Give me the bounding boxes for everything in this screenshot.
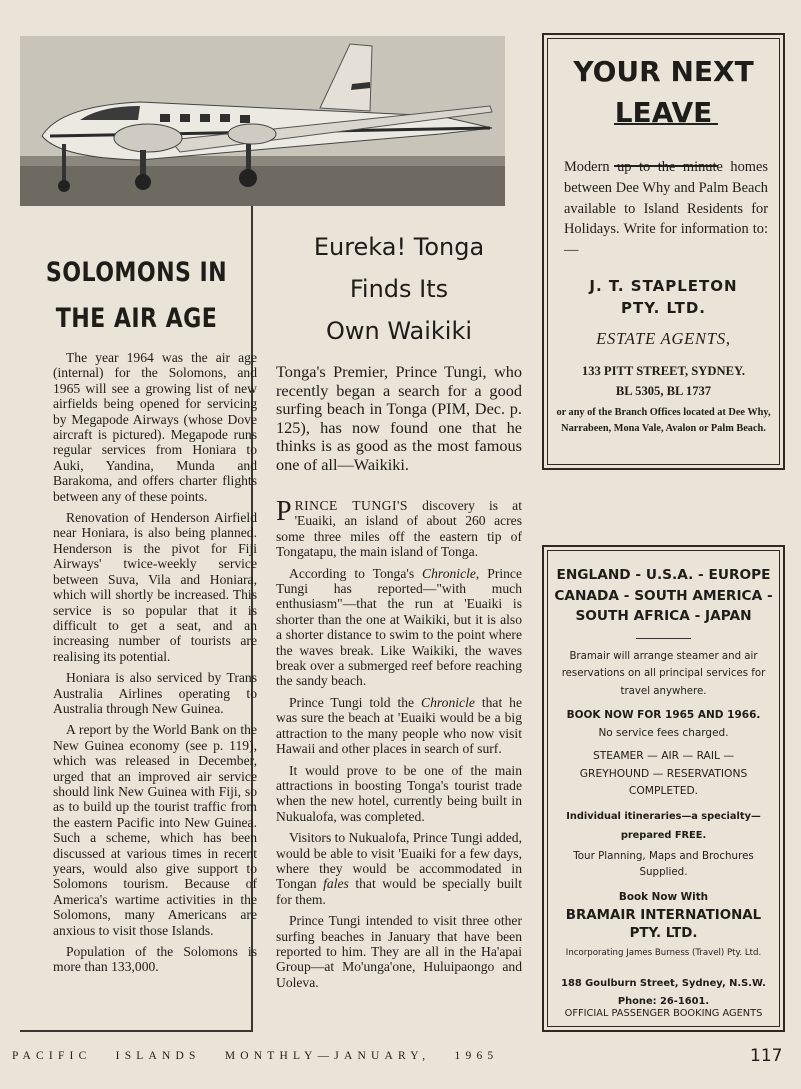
company-line: PTY. LTD. [621, 299, 706, 317]
paragraph: It would prove to be one of the main attractions in boosting Tonga's tourist trade when the new hotel, currently being built in Nukualofa, was completed. [276, 762, 522, 824]
paragraph-text: According to Tonga's [289, 565, 423, 581]
company-line: J. T. STAPLETON [589, 277, 738, 295]
paragraph: Renovation of Henderson Airfield near Honiara, is also being planned. Henderson is the pivot for Fiji Airways' twice-weekly service between Suva, Vila and Honiara, which will shortly be increased. This service is so popular that it is difficult to get a seat, and an increasing number of tourists are realising its potential. [53, 510, 257, 664]
italic-term: fales [323, 876, 349, 892]
paragraph-text: Visitors to Nukualofa, Prince Tungi added, would be able to visit 'Euaiki for a few days, where they would be accommodated in Tongan [276, 830, 522, 892]
solomons-body [53, 350, 257, 981]
headline-line: SOLOMONS IN [45, 257, 228, 288]
paragraph [276, 695, 522, 757]
travel-modes [552, 747, 775, 800]
lead-in-caps: RINCE TUNGI'S [294, 498, 408, 513]
address [544, 361, 783, 401]
incorporating-note [552, 948, 775, 958]
solomons-headline [41, 250, 232, 342]
paragraph: A report by the World Bank on the New Guinea economy (see p. 119), which was released in December, urged that an improved air service should link New Guinea with Fiji, so as to build up the tourist traffic from the eastern Pacific into New Guinea. Such a scheme, which has been discussed at various times in recent years, would also give support to Solomons tourism. Because of America's wartime activities in the Solomons, many Americans are anxious to visit those Islands. [53, 722, 257, 938]
page-number: 117 [750, 1046, 783, 1066]
company-name [544, 275, 783, 319]
street-address: 188 Goulburn Street, Sydney, N.S.W. [561, 978, 766, 989]
headline-line: THE AIR AGE [55, 303, 218, 334]
address [544, 975, 783, 1010]
ad-body: Bramair will arrange steamer and air reservations on all principal services for travel anywhere. [561, 651, 766, 697]
drop-cap: P [276, 496, 292, 527]
paragraph-text: discovery is at 'Euaiki, an island of about 260 acres some three miles off the eastern tip of Tongatapu, the main island of Tonga. [276, 498, 522, 560]
ad-headline [544, 565, 783, 627]
destinations-line: ENGLAND - U.S.A. - EUROPE [556, 567, 771, 583]
destinations-line: SOUTH AFRICA - JAPAN [575, 608, 752, 624]
company-line: BRAMAIR INTERNATIONAL [565, 908, 762, 923]
incorporating-company: James Burness (Travel) Pty. Ltd. [626, 948, 762, 958]
tonga-body [276, 498, 522, 996]
booking-notice [552, 707, 775, 742]
tour-planning: Tour Planning, Maps and Brochures Supplied. [573, 850, 754, 878]
destinations-line: CANADA - SOUTH AMERICA - [554, 587, 773, 604]
bramair-advertisement [542, 545, 785, 1032]
paragraph: Honiara is also serviced by Trans Australia Airlines operating to Australia through New Guinea. [53, 670, 257, 716]
fees-line: No service fees charged. [598, 726, 729, 739]
aircraft-photo [20, 36, 505, 206]
paragraph-text: that he was sure the beach at 'Euaiki would be a big attraction to the many people who now visit Hawaii and other places in search of surf. [276, 694, 522, 757]
ad-headline: LEAVE [614, 96, 713, 129]
company-line: PTY. LTD. [629, 926, 698, 941]
ad-headline: YOUR NEXT [573, 55, 754, 88]
itin-line: prepared FREE. [620, 830, 707, 841]
phone-number: Phone: 26-1601. [617, 995, 710, 1007]
stapleton-advertisement [542, 33, 785, 470]
paragraph [276, 830, 522, 907]
street-address: 133 PITT STREET, SYDNEY. [581, 364, 746, 378]
book-now-with: Book Now With [618, 891, 709, 903]
modes-line: GREYHOUND — RESERVATIONS [579, 766, 748, 780]
official-agents: OFFICIAL PASSENGER BOOKING AGENTS [564, 1008, 763, 1019]
business-type: ESTATE AGENTS, [596, 329, 731, 348]
modes-line: STEAMER — AIR — RAIL — [592, 749, 735, 762]
modes-line: COMPLETED. [628, 784, 699, 797]
paragraph-text: , Prince Tungi has reported—"with much enthusiasm"—that the run at 'Euaiki is shorter than the one at Waikiki, but it is also a shorter distance to swim to the point where the waves break. Like Waikiki, the waves break over a submerged reef before reaching the sandy beach. [276, 565, 522, 689]
paragraph-text: that would be specially built for them. [276, 876, 522, 907]
headline-line: Own Waikiki [325, 317, 473, 345]
paragraph: Prince Tungi intended to visit three other surfing beaches in January that have been reported to him. They are all in the Ha'apai Group—at Mo'unga'one, Huluipaongo and Uoleva. [276, 913, 522, 990]
paragraph [276, 566, 522, 689]
tonga-headline [268, 226, 530, 352]
headline-line: Eureka! Tonga [313, 233, 485, 261]
paragraph: Population of the Solomons is more than 133,000. [53, 944, 257, 975]
booking-line: BOOK NOW FOR 1965 AND 1966. [566, 709, 761, 721]
incorporating-label: Incorporating [565, 948, 624, 958]
paragraph-text: Prince Tungi told the [289, 694, 422, 710]
divider [636, 638, 691, 639]
publication-name: Chronicle [422, 565, 476, 581]
itin-line: Individual itineraries—a specialty— [566, 811, 761, 822]
branch-offices: or any of the Branch Offices located at Dee Why, Narrabeen, Mona Vale, Avalon or Palm Beach. [556, 407, 771, 434]
company-name [544, 907, 783, 943]
ad-body: Modern up to the minute homes between Dee Why and Palm Beach available to Island Residents for Holidays. Write for information to:— [564, 159, 768, 259]
solomons-story [20, 206, 257, 1032]
paragraph [276, 498, 522, 560]
tonga-lead: Tonga's Premier, Prince Tungi, who recently began a search for a good surfing beach in Tonga (PIM, Dec. p. 125), has now found one that he thinks is as good as the most famous one of all—Waikiki. [276, 362, 522, 474]
paragraph: The year 1964 was the air age (internal) for the Solomons, and 1965 will see a growing list of new airfields being opened for servicing by Megapode Airways (whose Dove aircraft is pictured). Megapode runs regular services from Honiara to Auki, Yandina, Munda and Barakoma, and offers charter flights between any of these points. [53, 350, 257, 504]
headline-line: Finds Its [349, 275, 449, 303]
running-footer: PACIFIC ISLANDS MONTHLY—JANUARY, 1965 [12, 1050, 499, 1062]
itineraries [552, 807, 775, 845]
phone-numbers: BL 5305, BL 1737 [615, 384, 712, 398]
publication-name: Chronicle [421, 694, 475, 710]
